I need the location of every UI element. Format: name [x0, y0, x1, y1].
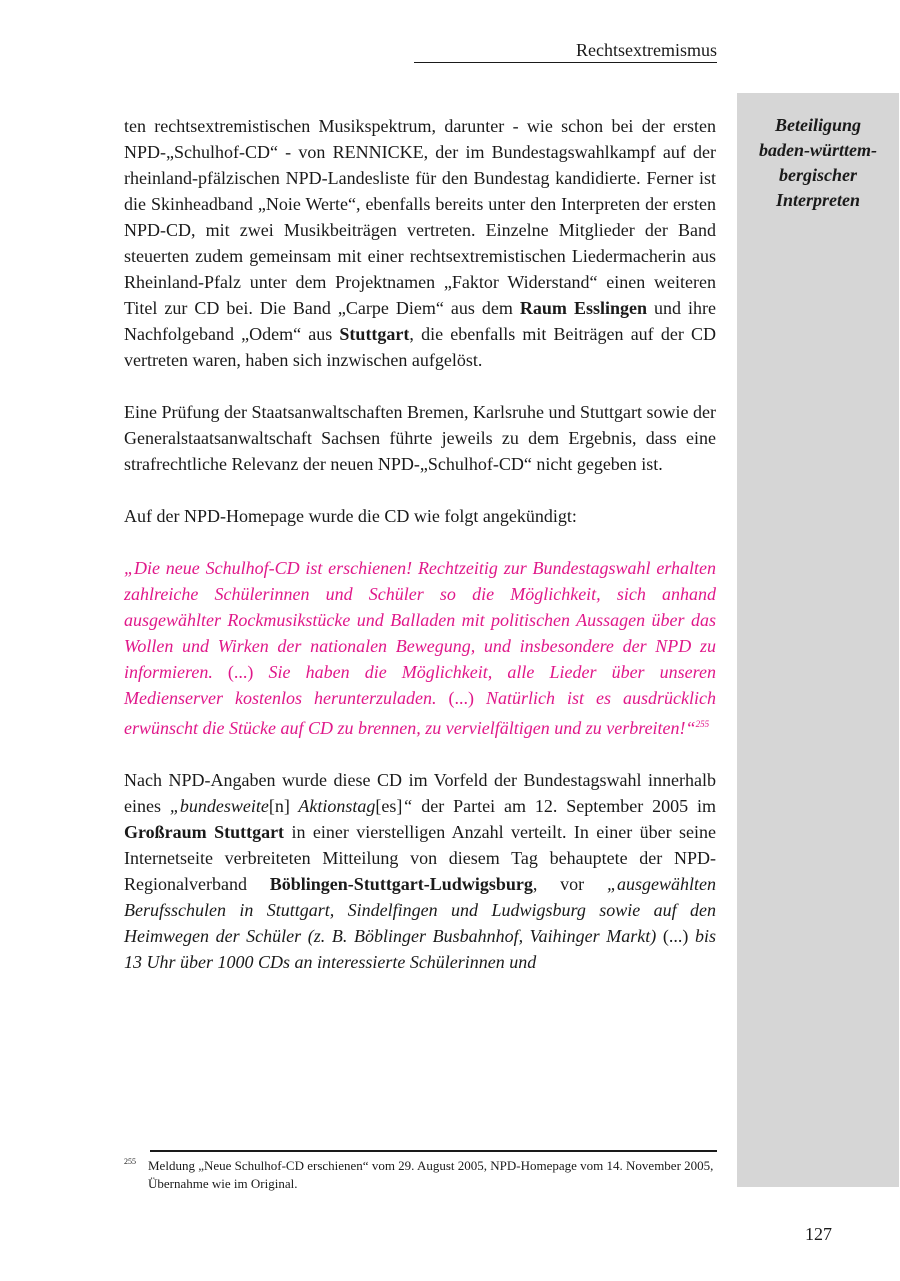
main-text — [124, 113, 716, 975]
margin-sidebar — [737, 93, 899, 1187]
paragraph-3: Auf der NPD-Homepage wurde die CD wie folgt angekündigt: — [124, 506, 577, 526]
homepage-quote: „Die neue Schulhof-CD ist erschienen! Rechtzeitig zur Bundestagswahl erhalten zahlreiche Schülerinnen und Schüler so die Möglichkeit, sich anhand ausgewählter Rockmusikstücke und Balladen mit politischen Aussagen über das Wollen und Wirken der nationalen Bewegung, und insbesondere der NPD zu informieren. (...) Sie haben die Möglichkeit, alle Lieder über unseren Medienserver kostenlos herunterzuladen. (...) Natürlich ist es ausdrücklich erwünscht die Stücke auf CD zu brennen, zu vervielfältigen und zu verbreiten!“$^{255}$ — [124, 558, 716, 738]
paragraph-4: Nach NPD-Angaben wurde diese CD im Vorfeld der Bundestagswahl innerhalb eines „bundesweite[n] Aktionstag[es]“ der Partei am 12. September 2005 im Großraum Stuttgart in einer vierstelligen Anzahl verteilt. In einer über seine Internetseite verbreiteten Mitteilung von diesem Tag behauptete der NPD-Regionalverband Böblingen-Stuttgart-Ludwigsburg, vor „ausgewählten Berufsschulen in Stuttgart, Sindelfingen und Ludwigsburg sowie auf den Heimwegen der Schüler (z. B. Böblinger Busbahnhof, Vaihinger Markt) (...) bis 13 Uhr über 1000 CDs an interessierte Schülerinnen und — [124, 770, 717, 972]
place-stuttgart: Stuttgart — [339, 324, 410, 344]
header-title: Rechtsextremismus — [576, 40, 717, 60]
sidebar-line: baden-württem- — [758, 140, 877, 160]
footnote-text: Meldung „Neue Schulhof-CD erschienen“ vom 29. August 2005, NPD-Homepage vom 14. November 2005, Übernahme wie im Original. — [148, 1158, 714, 1191]
paragraph-2: Eine Prüfung der Staatsanwaltschaften Bremen, Karlsruhe und Stuttgart sowie der Generalstaatsanwaltschaft Sachsen führte jeweils zu dem Ergebnis, dass eine strafrechtliche Relevanz der neuen NPD-„Schulhof-CD“ nicht gegeben ist. — [124, 402, 716, 474]
place-boeblingen-stuttgart-ludwigsburg: Böblingen-Stuttgart-Ludwigsburg — [269, 874, 533, 894]
place-grossraum-stuttgart: Großraum Stuttgart — [124, 822, 285, 842]
footnote-number: 255 — [124, 1157, 136, 1166]
footnote-reference: 255 — [695, 719, 710, 729]
place-raum-esslingen: Raum Esslingen — [519, 298, 647, 318]
sidebar-line: Interpreten — [775, 190, 860, 210]
paragraph-1: ten rechtsextremistischen Musikspektrum, darunter - wie schon bei der ersten NPD-„Schulhof-CD“ - von RENNICKE, der im Bundestagswahlkampf auf der rheinland-pfälzischen NPD-Landesliste für den Bundestag kandidierte. Ferner ist die Skinheadband „Noie Werte“, ebenfalls bereits unter den Interpreten der ersten NPD-CD, mit zwei Musikbeiträgen vertreten. Einzelne Mitglieder der Band steuerten zudem gemeinsam mit einer rechtsextremistischen Liedermacherin aus Rheinland-Pfalz unter dem Projektnamen „Faktor Widerstand“ einen weiteren Titel zur CD bei. Die Band „Carpe Diem“ aus dem Raum Esslingen und ihre Nachfolgeband „Odem“ aus Stuttgart, die ebenfalls mit Beiträgen auf der CD vertreten waren, haben sich inzwischen aufgelöst. — [124, 116, 717, 370]
page-number: 127 — [805, 1224, 832, 1244]
footnote — [124, 1157, 716, 1193]
sidebar-line: Beteiligung — [774, 115, 861, 135]
sidebar-note — [745, 113, 891, 213]
running-header — [414, 40, 717, 63]
sidebar-line: bergischer — [779, 165, 857, 185]
footnote-divider — [150, 1150, 717, 1152]
